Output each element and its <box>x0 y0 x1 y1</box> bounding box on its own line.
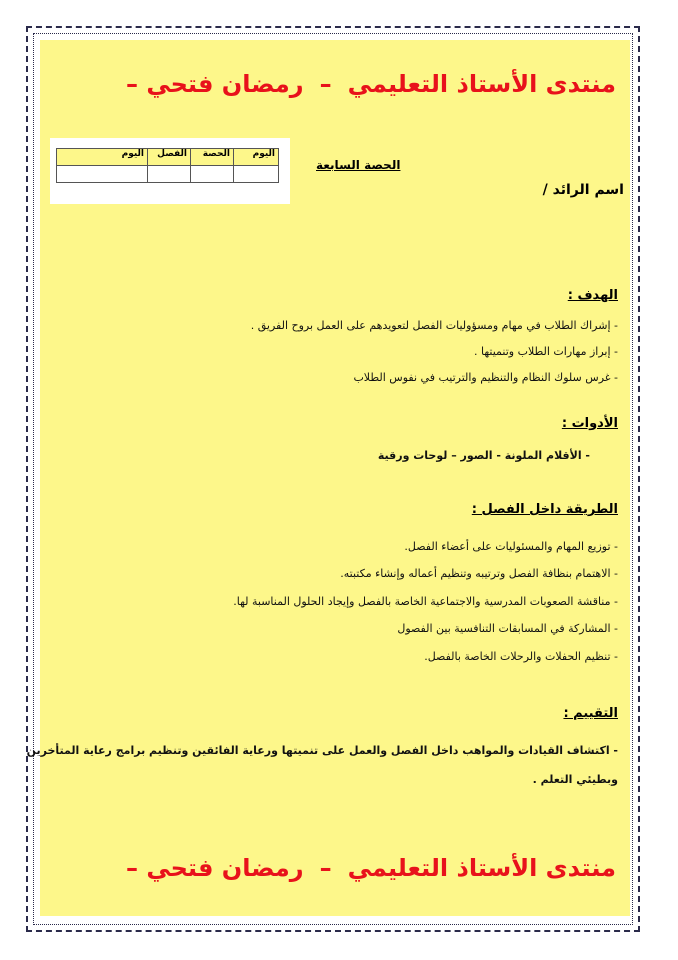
header-banner <box>126 70 616 98</box>
goal-heading: الهدف : <box>567 288 618 303</box>
schedule-header-class: الفصل <box>148 149 191 166</box>
document-page <box>26 40 630 916</box>
evaluation-item: - اكتشاف القيادات والمواهب داخل الفصل والعمل على تنميتها ورعاية الفائقين وتنظيم برامج رعاية المتأخرين <box>26 744 618 757</box>
banner-author: رمضان فتحي <box>146 854 304 882</box>
goal-item: - إبراز مهارات الطلاب وتنميتها . <box>473 345 618 358</box>
schedule-table <box>56 148 279 183</box>
schedule-cell <box>57 166 148 183</box>
method-heading: الطريقة داخل الفصل : <box>471 502 618 517</box>
evaluation-item: وبطيئي التعلم . <box>532 773 618 786</box>
tools-item: - الأقلام الملونة - الصور – لوحات ورقية <box>377 449 590 462</box>
banner-dash: – <box>319 854 332 882</box>
leader-name-label: اسم الرائد / <box>542 182 624 198</box>
method-item: - توزيع المهام والمسئوليات على أعضاء الفصل. <box>404 540 618 553</box>
banner-dash: – <box>319 70 332 98</box>
goal-item: - إشراك الطلاب في مهام ومسؤوليات الفصل لتعويدهم على العمل بروح الفريق . <box>250 319 618 332</box>
evaluation-heading: التقييم : <box>563 706 618 721</box>
schedule-header-day: اليوم <box>234 149 279 166</box>
banner-forum: منتدى الأستاذ التعليمي <box>347 854 616 882</box>
method-item: - مناقشة الصعوبات المدرسية والاجتماعية الخاصة بالفصل وإيجاد الحلول المناسبة لها. <box>233 595 618 608</box>
schedule-box <box>50 138 290 204</box>
schedule-header-period: الحصة <box>191 149 234 166</box>
tools-heading: الأدوات : <box>561 416 618 431</box>
schedule-cell <box>234 166 279 183</box>
method-item: - تنظيم الحفلات والرحلات الخاصة بالفصل. <box>424 650 618 663</box>
goal-item: - غرس سلوك النظام والتنظيم والترتيب في نفوس الطلاب <box>353 371 618 384</box>
banner-author: رمضان فتحي <box>146 70 304 98</box>
footer-banner <box>126 854 616 882</box>
schedule-cell <box>148 166 191 183</box>
schedule-header-day-2: اليوم <box>57 149 148 166</box>
banner-forum: منتدى الأستاذ التعليمي <box>347 70 616 98</box>
method-item: - المشاركة في المسابقات التنافسية بين الفصول <box>397 622 618 635</box>
lesson-title: الحصة السابعة <box>316 158 401 172</box>
method-item: - الاهتمام بنظافة الفصل وترتيبه وتنظيم أعماله وإنشاء مكتبته. <box>340 567 618 580</box>
schedule-cell <box>191 166 234 183</box>
banner-trail: – <box>125 70 138 98</box>
banner-trail: – <box>125 854 138 882</box>
